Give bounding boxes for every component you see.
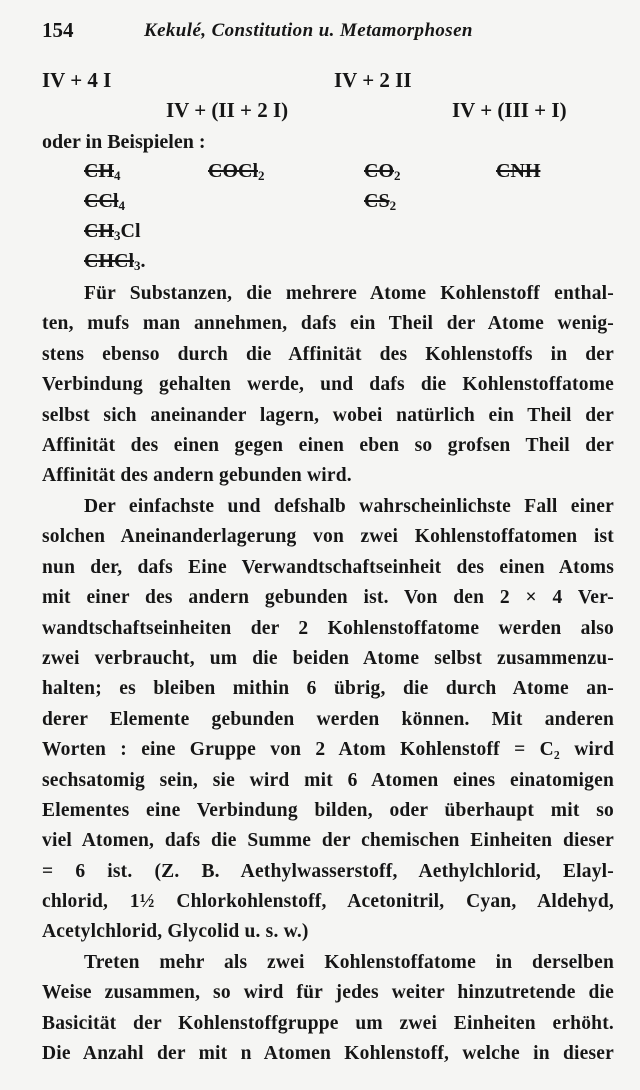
- chem-co2: $CO_2$: [364, 160, 401, 183]
- running-title: Kekulé, Constitution u. Metamorphosen: [144, 20, 473, 41]
- text-line: Weise zusammen, so wird für jedes weiter hinzutretende die: [42, 982, 614, 1004]
- formula-row1-left: IV + 4 I: [42, 68, 112, 92]
- chem-ccl4: CCl$_4$: [84, 190, 125, 213]
- paragraph-2: [42, 492, 614, 948]
- formula-row2-left: IV + (II + 2 I): [166, 98, 289, 122]
- text-line: Der einfachste und defshalb wahrscheinlichste Fall einer: [84, 496, 614, 517]
- page-header: [42, 18, 618, 48]
- text-line: chlorid, 1½ Chlorkohlenstoff, Acetonitril, Cyan, Aldehyd,: [42, 891, 614, 913]
- text-line: selbst sich aneinander lagern, wobei natürlich ein Theil der: [42, 404, 614, 426]
- text-line: = 6 ist. (Z. B. Aethylwasserstoff, Aethylchlorid, Elayl-: [42, 860, 614, 882]
- text-line: sechsatomig sein, sie wird mit 6 Atomen eines einatomigen: [42, 769, 614, 791]
- text-line: zwei verbraucht, um die beiden Atome selbst zusammenzu-: [42, 647, 614, 669]
- text-line: Affinität des einen gegen einen eben so grofsen Theil der: [42, 434, 614, 456]
- text-line: solchen Aneinanderlagerung von zwei Kohlenstoffatomen ist: [42, 526, 614, 548]
- text-line: viel Atomen, dafs die Summe der chemischen Einheiten dieser: [42, 830, 614, 852]
- text-line: Acetylchlorid, Glycolid u. s. w.): [42, 921, 309, 943]
- text-line: stens ebenso durch die Affinität des Kohlenstoffs in der: [42, 343, 614, 365]
- text-line: mit einer des andern gebunden ist. Von den 2 × 4 Ver-: [42, 587, 614, 609]
- text-line: Verbindung gehalten werde, und dafs die Kohlenstoffatome: [42, 374, 614, 396]
- chem-ch3cl: $CH_3Cl$: [84, 220, 141, 243]
- chem-cocl2: COCl$_2$: [208, 160, 265, 183]
- chem-cs2: $CS_2$: [364, 190, 397, 213]
- text-line: Basicität der Kohlenstoffgruppe um zwei Einheiten erhöht.: [42, 1012, 614, 1034]
- chem-chcl3: CHCl$_3$.: [84, 250, 146, 273]
- text-line: wandtschaftseinheiten der 2 Kohlenstoffatome werden also: [42, 617, 614, 639]
- formula-row2-right: IV + (III + I): [452, 98, 567, 122]
- text-line: Worten : eine Gruppe von 2 Atom Kohlenstoff = C₂ wird: [42, 739, 614, 761]
- text-line: Affinität des andern gebunden wird.: [42, 465, 352, 487]
- page-number: 154: [42, 18, 74, 42]
- examples-label: oder in Beispielen :: [42, 131, 206, 153]
- chem-ch4: $CH_4$: [84, 160, 121, 183]
- text-line: Elementes eine Verbindung bilden, oder überhaupt mit so: [42, 799, 614, 821]
- text-line: Die Anzahl der mit n Atomen Kohlenstoff, welche in dieser: [42, 1043, 614, 1065]
- text-line: Treten mehr als zwei Kohlenstoffatome in derselben: [84, 952, 614, 973]
- text-line: ten, mufs man annehmen, dafs ein Theil der Atome wenig-: [42, 313, 614, 335]
- text-line: derer Elemente gebunden werden können. Mit anderen: [42, 708, 614, 730]
- text-line: halten; es bleiben mithin 6 übrig, die durch Atome an-: [42, 678, 614, 700]
- formula-row1-right: IV + 2 II: [334, 68, 412, 92]
- paragraph-3: [42, 948, 614, 1070]
- chem-cnh: CNH: [496, 160, 541, 182]
- text-line: nun der, dafs Eine Verwandtschaftseinheit des einen Atoms: [42, 556, 614, 578]
- text-line: Für Substanzen, die mehrere Atome Kohlenstoff enthal-: [84, 283, 614, 304]
- paragraph-1: [42, 279, 614, 492]
